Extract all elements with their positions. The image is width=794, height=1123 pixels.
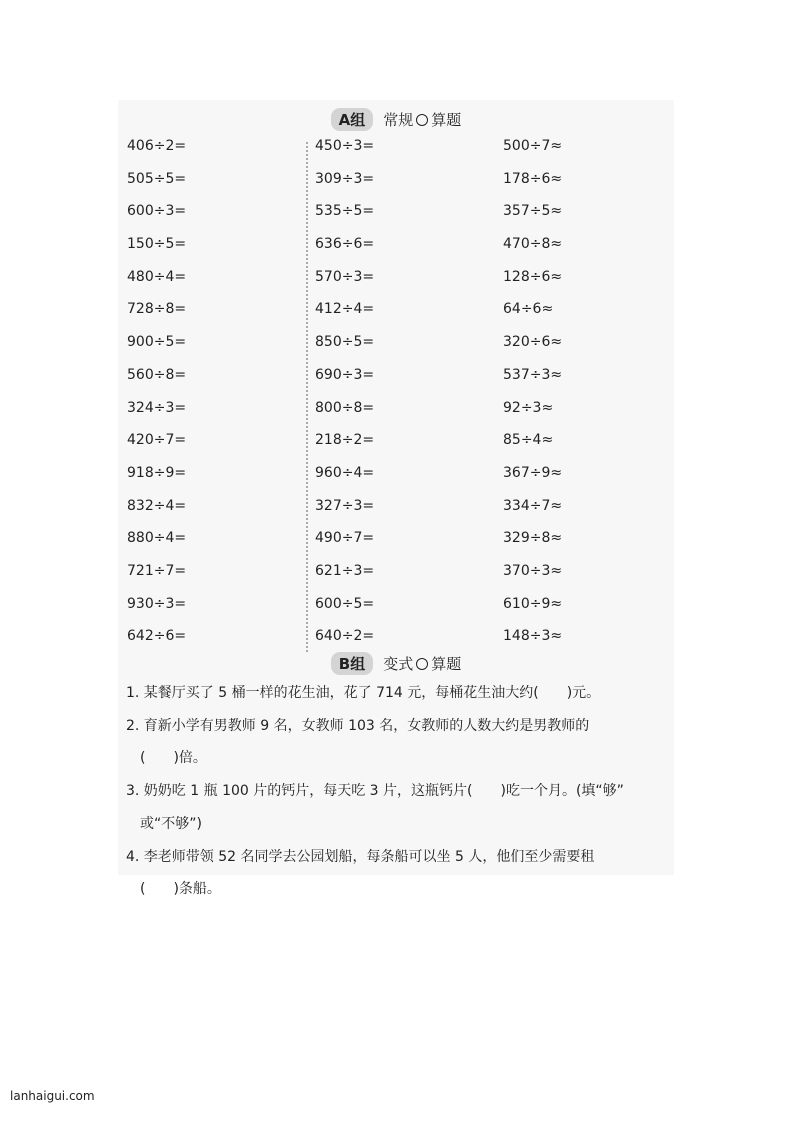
- equation-item: 329÷8≈: [503, 530, 563, 547]
- section-b-title-pre: 变式: [383, 655, 414, 673]
- equation-item: 327÷3=: [315, 497, 375, 514]
- equation-item: 636÷6=: [315, 236, 375, 253]
- equation-item: 450÷3=: [315, 138, 375, 154]
- equation-item: 420÷7=: [127, 432, 187, 449]
- worksheet: [118, 100, 674, 897]
- equation-item: 334÷7≈: [503, 497, 563, 514]
- equation-item: 178÷6≈: [503, 170, 563, 187]
- question-3-line-1: 3. 奶奶吃 1 瓶 100 片的钙片，每天吃 3 片，这瓶钙片( )吃一个月。(填“够”: [126, 783, 624, 799]
- equation-item: 535÷5=: [315, 203, 375, 220]
- equation-column-2: [315, 136, 374, 659]
- equation-item: 357÷5≈: [503, 203, 563, 220]
- equation-item: 728÷8=: [127, 301, 187, 318]
- equation-item: 621÷3=: [315, 562, 375, 579]
- question-1: 1. 某餐厅买了 5 桶一样的花生油，花了 714 元，每桶花生油大约( )元。: [126, 685, 601, 701]
- equation-item: 480÷4=: [127, 268, 187, 285]
- equation-item: 218÷2=: [315, 432, 375, 449]
- equation-item: 505÷5=: [127, 170, 187, 187]
- section-b-title: [118, 652, 674, 675]
- equation-item: 490÷7=: [315, 530, 375, 547]
- equation-item: 642÷6=: [127, 628, 187, 645]
- equation-item: 832÷4=: [127, 497, 187, 514]
- section-a-title: [118, 108, 674, 131]
- equation-item: 148÷3≈: [503, 628, 563, 645]
- equation-item: 918÷9=: [127, 464, 187, 481]
- equation-item: 600÷3=: [127, 203, 187, 220]
- equation-item: 370÷3≈: [503, 562, 563, 579]
- equation-item: 610÷9≈: [503, 595, 563, 612]
- equation-item: 150÷5=: [127, 236, 187, 253]
- equation-item: 406÷2=: [127, 138, 187, 154]
- equation-item: 412÷4=: [315, 301, 375, 318]
- equation-item: 320÷6≈: [503, 334, 563, 351]
- equation-item: 309÷3=: [315, 170, 375, 187]
- question-2-line-1: 2. 育新小学有男教师 9 名，女教师 103 名，女教师的人数大约是男教师的: [126, 718, 590, 734]
- blank-circle-icon: [416, 114, 428, 126]
- section-a-title-post: 算题: [431, 111, 462, 129]
- equation-item: 324÷3=: [127, 399, 187, 416]
- equation-item: 92÷3≈: [503, 399, 554, 416]
- equation-column-3: [503, 136, 562, 659]
- section-a-badge: A组: [331, 108, 374, 131]
- column-divider: [306, 142, 308, 652]
- equation-item: 850÷5=: [315, 334, 375, 351]
- question-4-line-2: ( )条船。: [140, 881, 221, 897]
- question-3-line-2: 或“不够”): [140, 816, 202, 832]
- equation-item: 570÷3=: [315, 268, 375, 285]
- equation-item: 128÷6≈: [503, 268, 563, 285]
- equation-column-1: [127, 136, 186, 659]
- equation-item: 900÷5=: [127, 334, 187, 351]
- equation-item: 721÷7=: [127, 562, 187, 579]
- section-b-title-post: 算题: [431, 655, 462, 673]
- blank-circle-icon: [416, 658, 428, 670]
- equation-item: 560÷8=: [127, 366, 187, 383]
- equation-item: 367÷9≈: [503, 464, 563, 481]
- equation-item: 537÷3≈: [503, 366, 563, 383]
- equation-item: 930÷3=: [127, 595, 187, 612]
- equation-item: 800÷8=: [315, 399, 375, 416]
- section-a-title-pre: 常规: [383, 111, 414, 129]
- section-b-badge: B组: [331, 652, 373, 675]
- source-watermark: lanhaigui.com: [10, 1089, 95, 1103]
- equation-item: 470÷8≈: [503, 236, 563, 253]
- equation-item: 64÷6≈: [503, 301, 554, 318]
- equation-item: 880÷4=: [127, 530, 187, 547]
- equation-item: 640÷2=: [315, 628, 375, 645]
- question-2-line-2: ( )倍。: [140, 750, 207, 766]
- equation-item: 600÷5=: [315, 595, 375, 612]
- equation-item: 960÷4=: [315, 464, 375, 481]
- equation-item: 85÷4≈: [503, 432, 554, 449]
- equation-item: 690÷3=: [315, 366, 375, 383]
- equation-item: 500÷7≈: [503, 138, 563, 154]
- question-4-line-1: 4. 李老师带领 52 名同学去公园划船，每条船可以坐 5 人，他们至少需要租: [126, 849, 595, 865]
